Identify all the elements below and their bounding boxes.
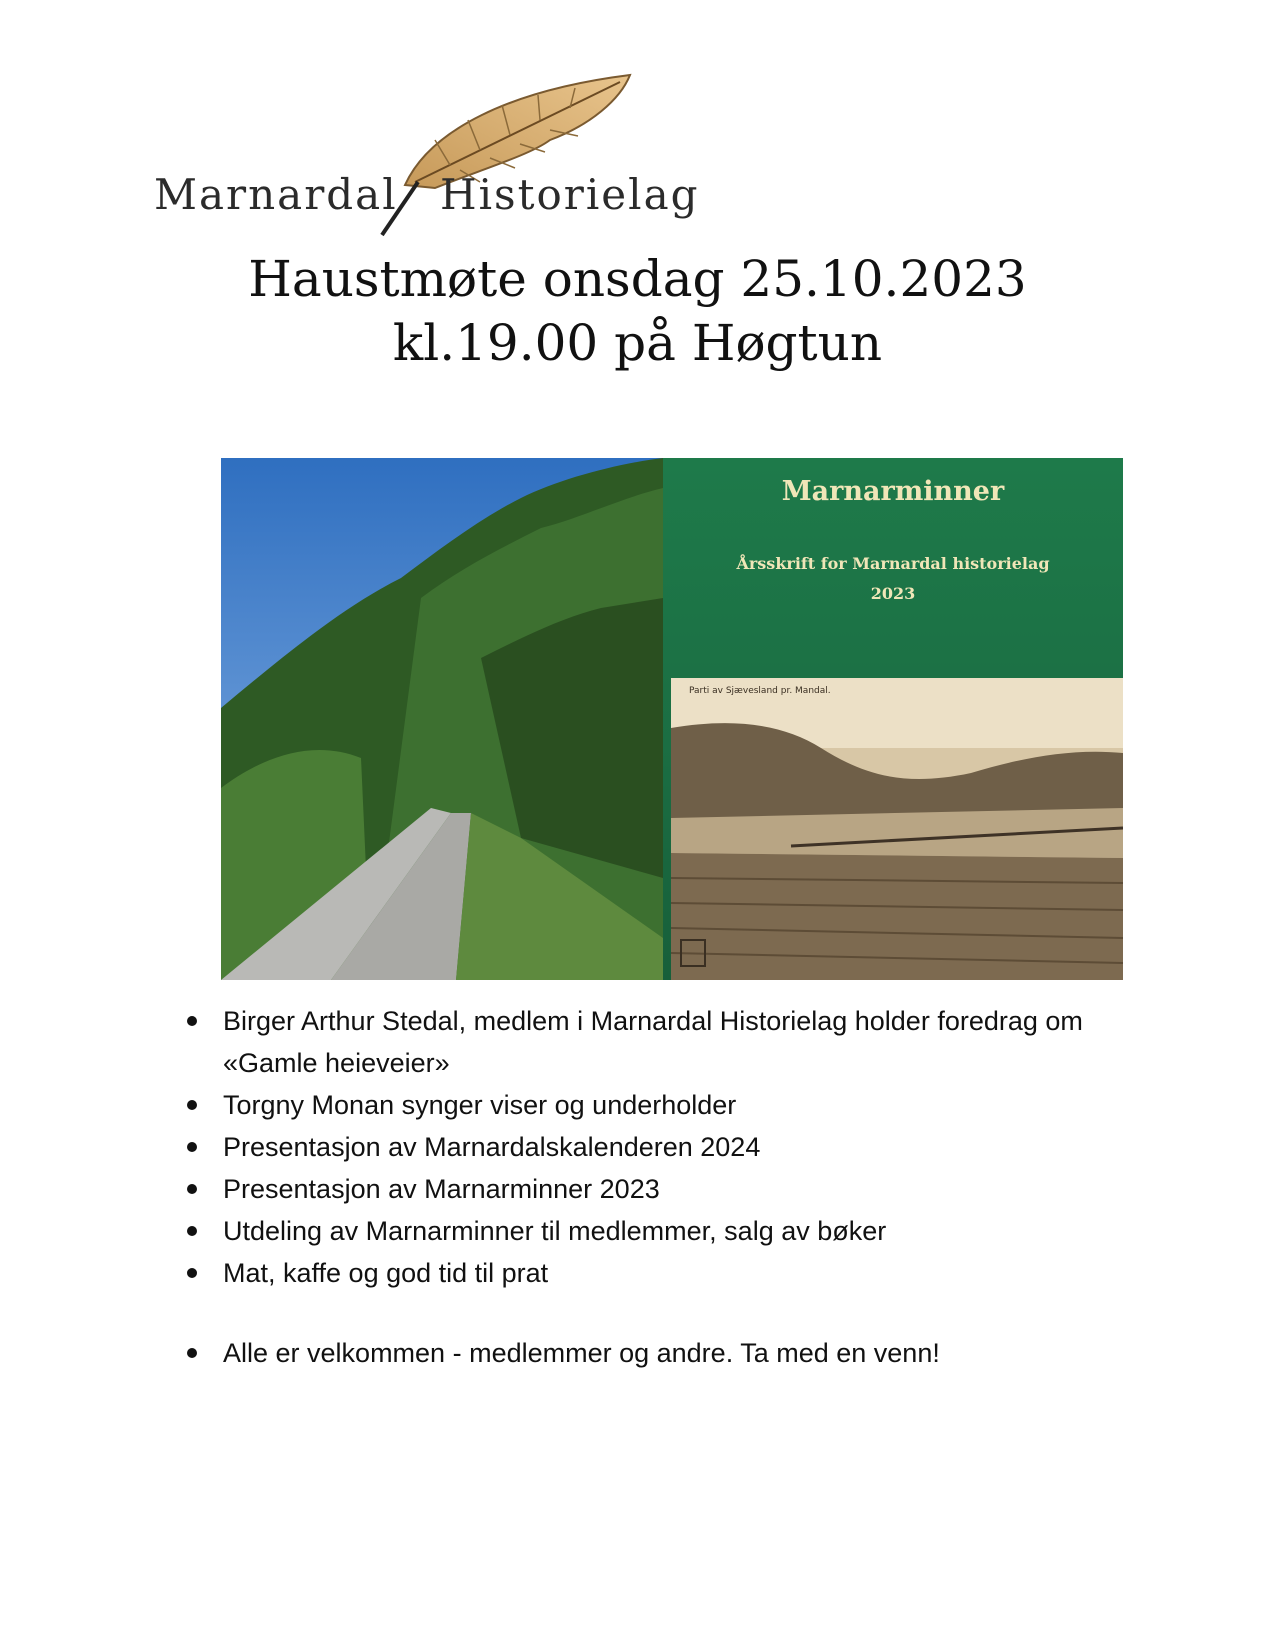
list-item: Torgny Monan synger viser og underholder xyxy=(185,1084,1085,1126)
list-item: Birger Arthur Stedal, medlem i Marnardal Historielag holder foredrag om «Gamle heieveier» xyxy=(185,1000,1085,1084)
logo-text-marnardal: Marnardal xyxy=(154,170,398,219)
list-item: Utdeling av Marnarminner til medlemmer, salg av bøker xyxy=(185,1210,1085,1252)
logo xyxy=(150,70,710,245)
meeting-title: Haustmøte onsdag 25.10.2023 xyxy=(248,250,1027,308)
list-item: Mat, kaffe og god tid til prat xyxy=(185,1252,1085,1294)
book-title: Marnarminner xyxy=(781,476,1005,507)
book-photo-caption: Parti av Sjævesland pr. Mandal. xyxy=(689,686,831,696)
book-cover-photo xyxy=(671,678,1123,980)
list-item: Presentasjon av Marnardalskalenderen 2024 xyxy=(185,1126,1085,1168)
book-year: 2023 xyxy=(870,584,916,603)
welcome-note: Alle er velkommen - medlemmer og andre. Ta med en venn! xyxy=(185,1332,1085,1374)
marnarminner-book-cover xyxy=(663,458,1123,980)
gravel-road-forest-photo xyxy=(221,458,663,980)
list-item: Presentasjon av Marnarminner 2023 xyxy=(185,1168,1085,1210)
book-subtitle: Årsskrift for Marnardal historielag xyxy=(736,554,1050,573)
meeting-time-place: kl.19.00 på Høgtun xyxy=(392,314,883,372)
logo-text-historielag: Historielag xyxy=(440,170,700,219)
program-list xyxy=(185,1000,1085,1374)
